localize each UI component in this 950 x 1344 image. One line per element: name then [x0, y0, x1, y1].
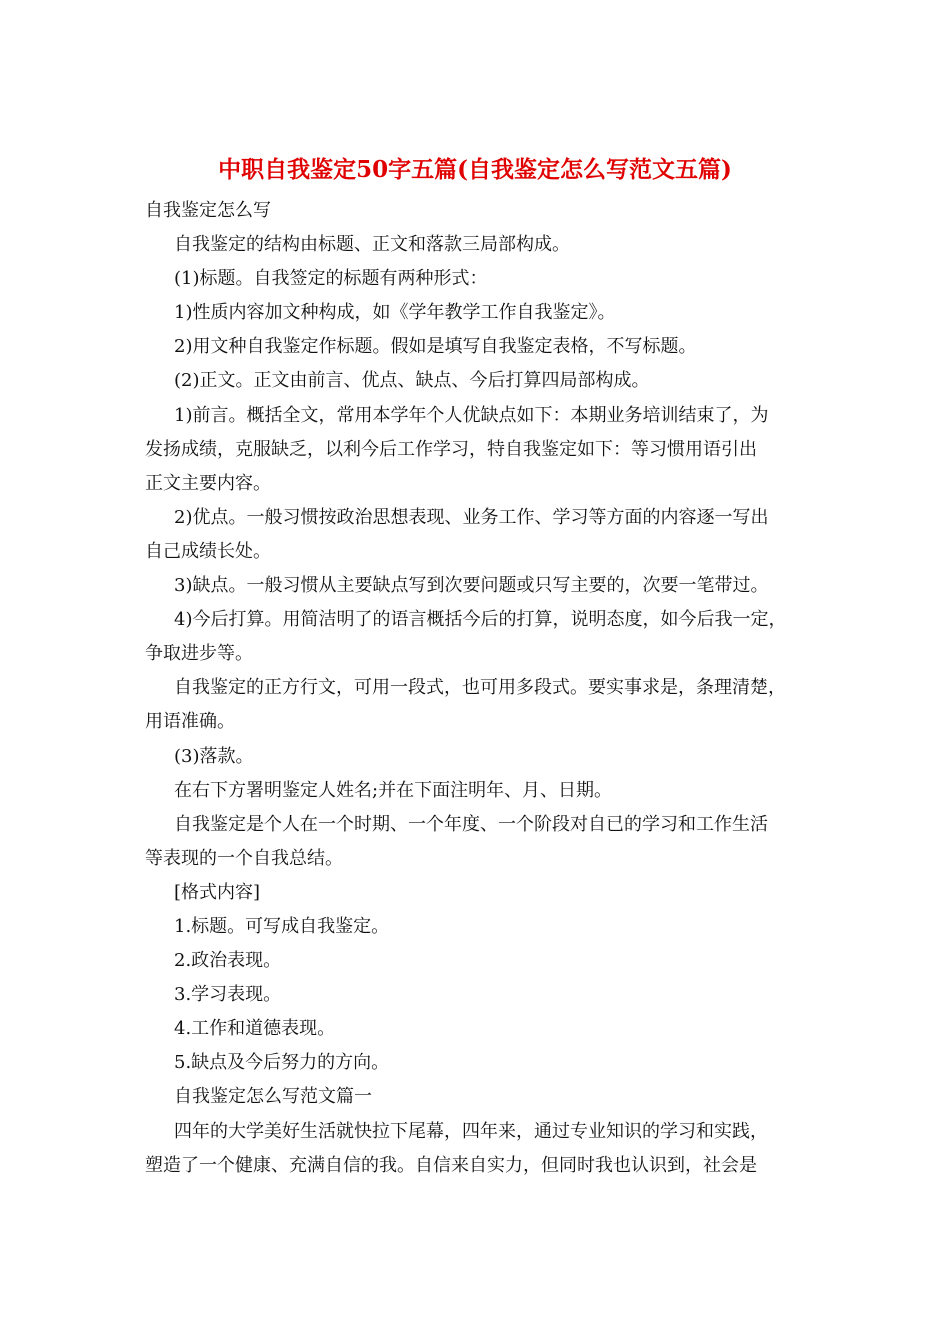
paragraph-line: 用语准确。: [145, 711, 235, 733]
paragraph-line: (3)落款。: [174, 745, 254, 767]
paragraph-line: 1)性质内容加文种构成，如《学年教学工作自我鉴定》。: [174, 302, 616, 324]
paragraph-line: 在右下方署明鉴定人姓名;并在下面注明年、月、日期。: [174, 779, 613, 801]
list-item: 5.缺点及今后努力的方向。: [174, 1052, 390, 1074]
document-body: [145, 197, 815, 1186]
paragraph-line: 自我鉴定是个人在一个时期、一个年度、一个阶段对自已的学习和工作生活: [174, 813, 768, 835]
paragraph-line: 自我鉴定的正方行文，可用一段式，也可用多段式。要实事求是，条理清楚，: [174, 677, 786, 699]
paragraph-line: (2)正文。正文由前言、优点、缺点、今后打算四局部构成。: [174, 370, 650, 392]
document-title: 中职自我鉴定50字五篇(自我鉴定怎么写范文五篇): [218, 156, 732, 183]
paragraph-line: 发扬成绩，克服缺乏，以利今后工作学习，特自我鉴定如下：等习惯用语引出: [145, 438, 757, 460]
paragraph-line: 4)今后打算。用简洁明了的语言概括今后的打算，说明态度，如今后我一定，: [174, 609, 787, 631]
paragraph-line: 1)前言。概括全文，常用本学年个人优缺点如下：本期业务培训结束了，为: [174, 404, 769, 426]
list-item: 3.学习表现。: [174, 984, 282, 1006]
paragraph-line: (1)标题。自我签定的标题有两种形式：: [174, 268, 488, 290]
list-item: 2.政治表现。: [174, 950, 282, 972]
paragraph-line: 2)用文种自我鉴定作标题。假如是填写自我鉴定表格，不写标题。: [174, 336, 697, 358]
list-item: 4.工作和道德表现。: [174, 1018, 336, 1040]
paragraph-line: 等表现的一个自我总结。: [145, 847, 343, 869]
paragraph-line: 正文主要内容。: [145, 472, 271, 494]
section-heading: 自我鉴定怎么写: [145, 200, 271, 221]
section-heading: 自我鉴定怎么写范文篇一: [174, 1086, 372, 1108]
paragraph-line: [格式内容]: [174, 881, 261, 903]
paragraph-line: 3)缺点。一般习惯从主要缺点写到次要问题或只写主要的，次要一笔带过。: [174, 575, 769, 597]
paragraph-line: 四年的大学美好生活就快拉下尾幕，四年来，通过专业知识的学习和实践，: [174, 1120, 768, 1142]
paragraph-line: 自我鉴定的结构由标题、正文和落款三局部构成。: [174, 234, 570, 256]
paragraph-line: 塑造了一个健康、充满自信的我。自信来自实力，但同时我也认识到，社会是: [145, 1154, 757, 1176]
list-item: 1.标题。可写成自我鉴定。: [174, 915, 390, 937]
paragraph-line: 2)优点。一般习惯按政治思想表现、业务工作、学习等方面的内容逐一写出: [174, 506, 769, 528]
paragraph-line: 争取进步等。: [145, 643, 253, 665]
paragraph-line: 自己成绩长处。: [145, 540, 271, 562]
